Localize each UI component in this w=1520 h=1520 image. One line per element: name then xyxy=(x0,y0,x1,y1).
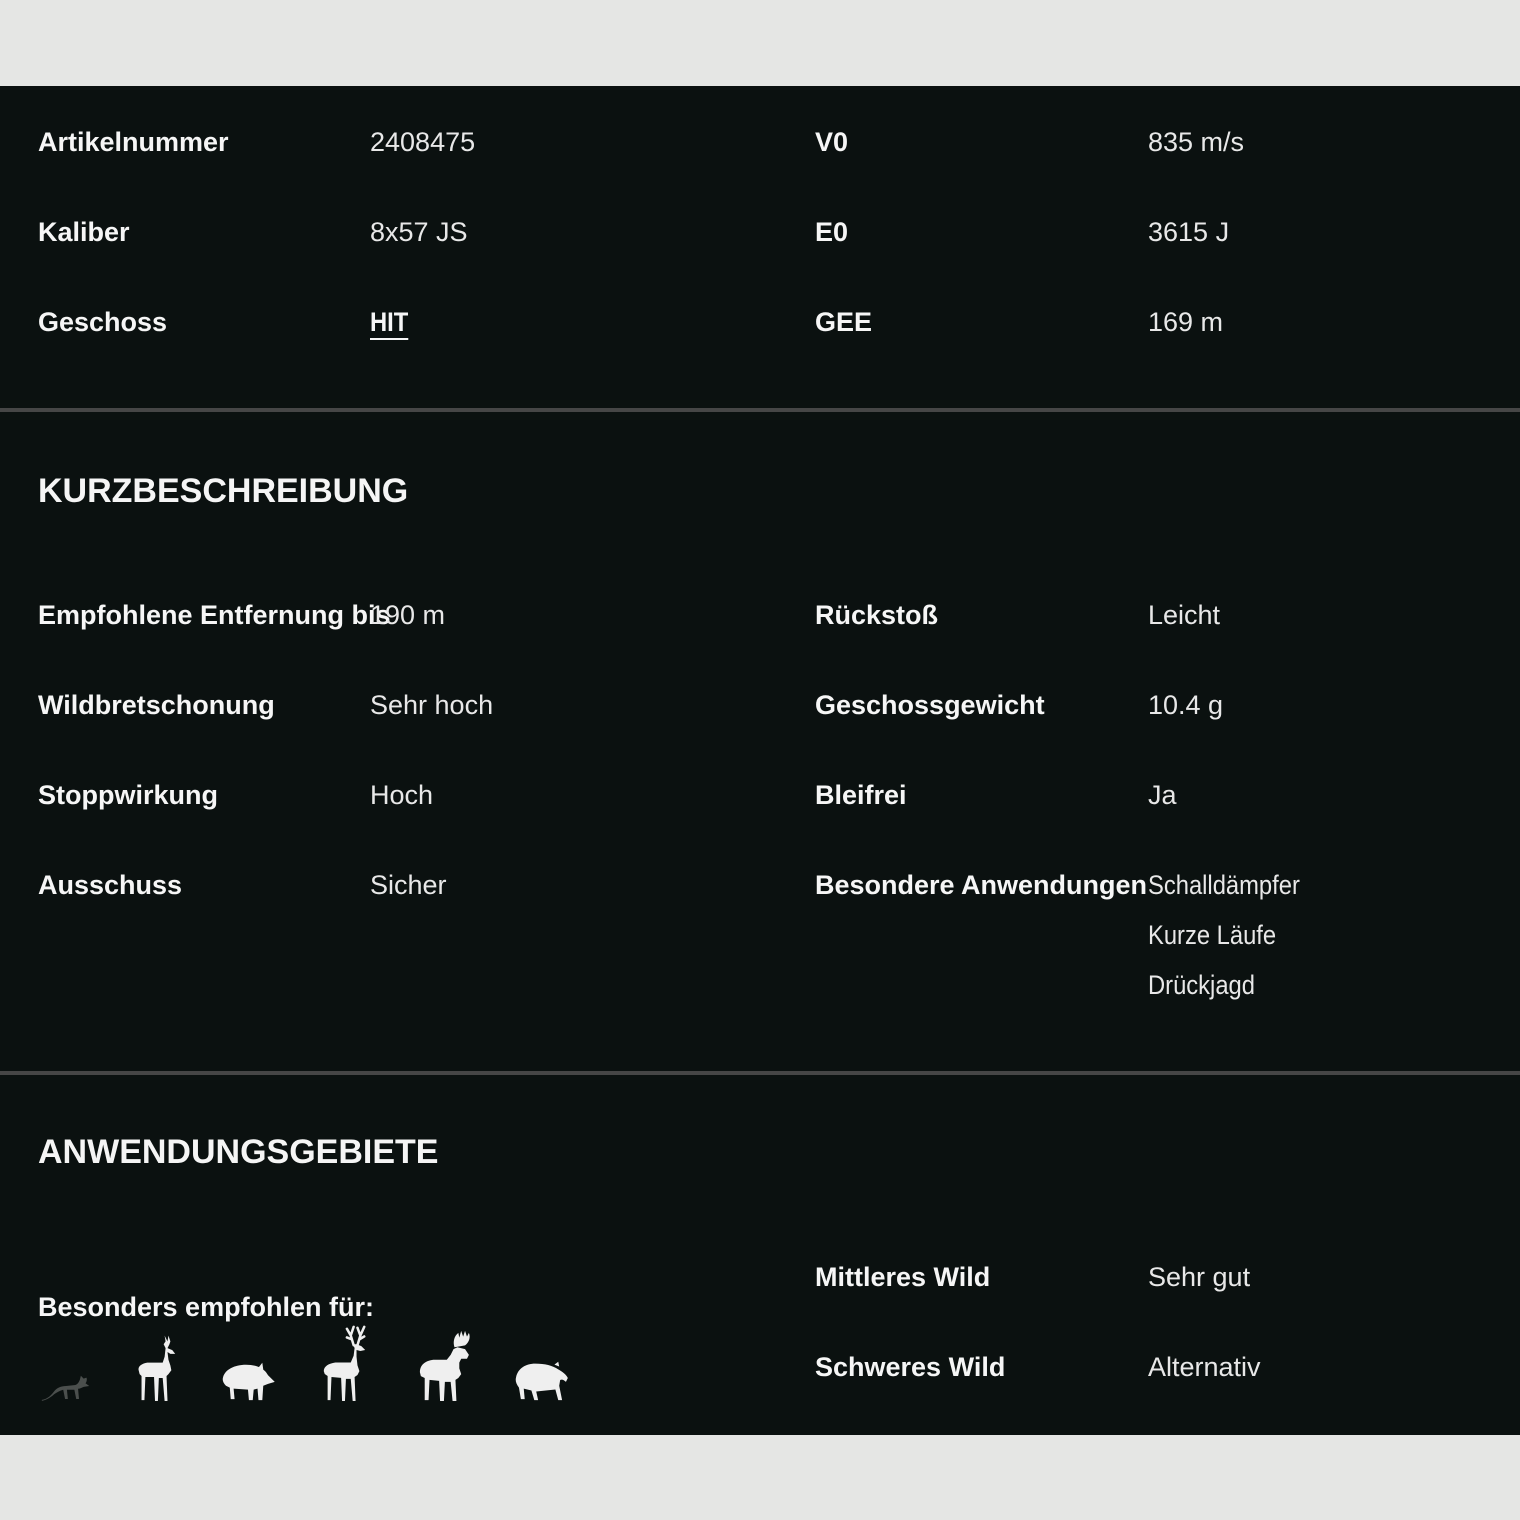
spec-row xyxy=(0,570,1520,660)
kurzbeschreibung-section xyxy=(0,412,1520,1071)
spec-label xyxy=(815,600,1148,631)
spec-row xyxy=(0,840,1520,1010)
ballistics-section xyxy=(0,86,1520,408)
spec-value-text: Alternativ xyxy=(1148,1351,1261,1382)
spec-value xyxy=(1148,1352,1520,1383)
spec-label xyxy=(815,127,1148,158)
spec-row xyxy=(815,1322,1520,1412)
spec-value xyxy=(370,217,815,248)
spec-label-text: Besondere Anwendungen xyxy=(815,870,1148,900)
spec-label-text: Kaliber xyxy=(38,216,130,247)
spec-value xyxy=(370,860,815,910)
spec-label-text: GEE xyxy=(815,306,873,337)
spec-label-text: Rückstoß xyxy=(815,599,939,630)
red-deer-icon xyxy=(314,1323,374,1402)
spec-label-text: Stoppwirkung xyxy=(38,779,218,810)
spec-value-multiline xyxy=(1148,860,1520,1010)
spec-label-text: Geschossgewicht xyxy=(815,689,1045,720)
spec-value-line: Kurze Läufe xyxy=(1148,920,1277,950)
spec-value-text: Ja xyxy=(1148,779,1177,810)
fox-icon xyxy=(40,1370,92,1402)
spec-label xyxy=(815,690,1148,721)
spec-value xyxy=(1148,600,1520,631)
moose-icon xyxy=(412,1329,472,1402)
spec-value-text: 169 m xyxy=(1148,306,1224,337)
spec-value xyxy=(370,307,815,338)
section-title-text: ANWENDUNGSGEBIETE xyxy=(38,1133,439,1171)
recommended-for-label xyxy=(38,1292,815,1322)
spec-value xyxy=(1148,690,1520,721)
bear-icon xyxy=(510,1356,572,1402)
spec-label xyxy=(815,307,1148,338)
spec-value xyxy=(1148,1262,1520,1293)
roe-deer-icon xyxy=(130,1327,180,1402)
spec-value-text: Sicher xyxy=(370,870,447,900)
spec-value xyxy=(370,780,815,811)
geschoss-hit-link[interactable]: HIT xyxy=(370,306,409,337)
spec-value-text: 10.4 g xyxy=(1148,689,1224,720)
spec-label-text: Mittleres Wild xyxy=(815,1261,991,1292)
spec-label xyxy=(815,217,1148,248)
spec-label xyxy=(38,860,370,910)
spec-value xyxy=(1148,307,1520,338)
recommended-animals-block xyxy=(0,1172,815,1412)
spec-value xyxy=(370,127,815,158)
spec-value xyxy=(1148,127,1520,158)
kurzbeschreibung-rows xyxy=(0,570,1520,1010)
spec-label-text: Empfohlene Entfernung bis xyxy=(38,599,391,630)
spec-label xyxy=(38,217,370,248)
page-background-bottom xyxy=(0,1435,1520,1520)
spec-value-text: 835 m/s xyxy=(1148,126,1245,157)
anwendungsgebiete-content xyxy=(0,1172,1520,1412)
spec-value-text: Sehr hoch xyxy=(370,689,494,720)
spec-value-text: Sehr gut xyxy=(1148,1261,1251,1292)
spec-label-text: E0 xyxy=(815,216,849,247)
spec-label xyxy=(38,307,370,338)
spec-value xyxy=(1148,217,1520,248)
page-background-top xyxy=(0,0,1520,86)
spec-label-text: Schweres Wild xyxy=(815,1351,1006,1382)
spec-label-text: Wildbretschonung xyxy=(38,689,275,720)
spec-value-text: 8x57 JS xyxy=(370,216,468,247)
spec-label xyxy=(815,1262,1148,1293)
product-spec-panel xyxy=(0,86,1520,1435)
spec-row xyxy=(815,1232,1520,1322)
recommended-for-label-text: Besonders empfohlen für: xyxy=(38,1292,375,1322)
spec-value xyxy=(370,690,815,721)
section-title xyxy=(38,1075,1520,1172)
spec-value-text: Leicht xyxy=(1148,599,1221,630)
spec-label xyxy=(815,1352,1148,1383)
spec-label-text: Artikelnummer xyxy=(38,126,229,157)
spec-row xyxy=(0,97,1520,187)
spec-value-line: Schalldämpfer xyxy=(1148,870,1300,900)
spec-value-text: Hoch xyxy=(370,779,434,810)
spec-value-text: 2408475 xyxy=(370,126,476,157)
section-title-text: KURZBESCHREIBUNG xyxy=(38,472,409,510)
spec-row xyxy=(0,277,1520,367)
spec-row xyxy=(0,187,1520,277)
spec-label-text: Geschoss xyxy=(38,306,168,337)
spec-value-line: Drückjagd xyxy=(1148,970,1255,1000)
spec-row xyxy=(0,660,1520,750)
spec-value-text: 3615 J xyxy=(1148,216,1230,247)
spec-row xyxy=(0,750,1520,840)
spec-label xyxy=(38,599,391,631)
anwendungsgebiete-section xyxy=(0,1075,1520,1435)
wild-boar-icon xyxy=(218,1358,276,1402)
spec-label-text: Bleifrei xyxy=(815,779,907,810)
spec-label xyxy=(815,860,1148,910)
spec-label-text: V0 xyxy=(815,126,849,157)
spec-label xyxy=(38,127,370,158)
section-title xyxy=(38,412,1520,511)
animal-icon-row xyxy=(0,1322,815,1402)
spec-label xyxy=(815,780,1148,811)
spec-value xyxy=(370,600,815,631)
spec-value-text: 190 m xyxy=(370,599,446,630)
spec-label xyxy=(38,780,370,811)
wild-rating-rows xyxy=(815,1232,1520,1412)
spec-value xyxy=(1148,780,1520,811)
spec-label-text: Ausschuss xyxy=(38,870,183,900)
spec-label xyxy=(38,690,370,721)
